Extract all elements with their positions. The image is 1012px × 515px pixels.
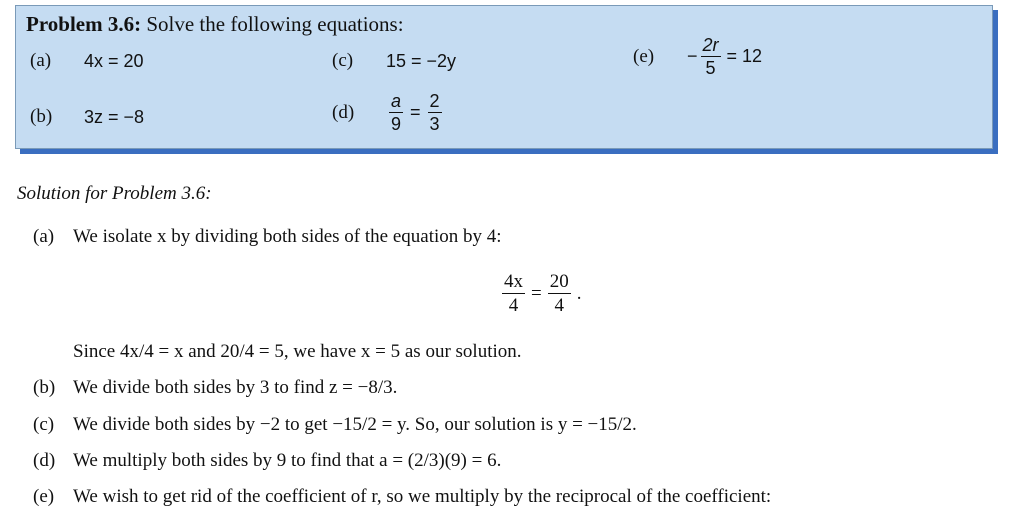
solution-text: We divide both sides by 3 to find z = −8/3. bbox=[73, 377, 398, 398]
solution-text: We divide both sides by −2 to get −15/2 = y. So, our solution is y = −15/2. bbox=[73, 414, 637, 435]
fraction bbox=[701, 36, 721, 77]
item-label: (c) bbox=[332, 50, 354, 71]
solution-text: We multiply both sides by 9 to find that a = (2/3)(9) = 6. bbox=[73, 450, 502, 471]
numerator: 4x bbox=[504, 271, 523, 292]
item-label: (b) bbox=[33, 377, 56, 398]
equation-c: 15 = −2y bbox=[386, 50, 457, 71]
numerator: 2 bbox=[429, 91, 440, 111]
denominator: 4 bbox=[554, 295, 564, 316]
problem-item-e bbox=[633, 36, 762, 77]
problem-box bbox=[15, 5, 993, 149]
minus-sign: − bbox=[687, 46, 698, 66]
problem-item-b bbox=[30, 106, 144, 128]
numerator: 20 bbox=[549, 271, 569, 292]
item-label: (e) bbox=[33, 486, 55, 507]
equation-a: 4x = 20 bbox=[84, 50, 144, 71]
fraction bbox=[389, 92, 403, 133]
solution-a-conclusion: Since 4x/4 = x and 20/4 = 5, we have x = 5 as our solution. bbox=[73, 341, 522, 362]
problem-title bbox=[26, 12, 404, 37]
numerator: 2r bbox=[702, 35, 719, 55]
problem-item-d bbox=[332, 92, 445, 133]
equation-b: 3z = −8 bbox=[84, 106, 145, 127]
item-label: (b) bbox=[30, 106, 53, 127]
problem-item-c bbox=[332, 50, 456, 72]
item-label: (c) bbox=[33, 414, 55, 435]
item-label: (a) bbox=[30, 50, 52, 71]
equation-rest: = 12 bbox=[726, 46, 763, 66]
denominator: 4 bbox=[508, 295, 519, 316]
numerator: a bbox=[391, 91, 402, 111]
solution-heading: Solution for Problem 3.6: bbox=[17, 183, 212, 204]
problem-item-a bbox=[30, 50, 144, 72]
item-label: (d) bbox=[332, 101, 355, 123]
problem-instruction: Solve the following equations: bbox=[146, 12, 404, 36]
denominator: 9 bbox=[391, 114, 402, 134]
solution-text: We isolate x by dividing both sides of the equation by 4: bbox=[73, 226, 502, 247]
problem-number: Problem 3.6: bbox=[26, 12, 142, 36]
solution-text: We wish to get rid of the coefficient of r, so we multiply by the reciprocal of the coefficient: bbox=[73, 486, 772, 507]
denominator: 3 bbox=[429, 114, 440, 134]
equation-e bbox=[687, 36, 762, 77]
equation-d bbox=[386, 92, 445, 133]
fraction bbox=[428, 92, 442, 133]
equals-sign: = bbox=[410, 102, 421, 122]
item-label: (a) bbox=[33, 226, 55, 247]
period: . bbox=[576, 282, 582, 304]
item-label: (e) bbox=[633, 45, 655, 67]
denominator: 5 bbox=[705, 58, 716, 78]
fraction bbox=[502, 272, 525, 315]
equals-sign: = bbox=[531, 282, 542, 304]
display-equation bbox=[496, 272, 581, 315]
fraction bbox=[548, 272, 571, 315]
item-label: (d) bbox=[33, 450, 56, 471]
